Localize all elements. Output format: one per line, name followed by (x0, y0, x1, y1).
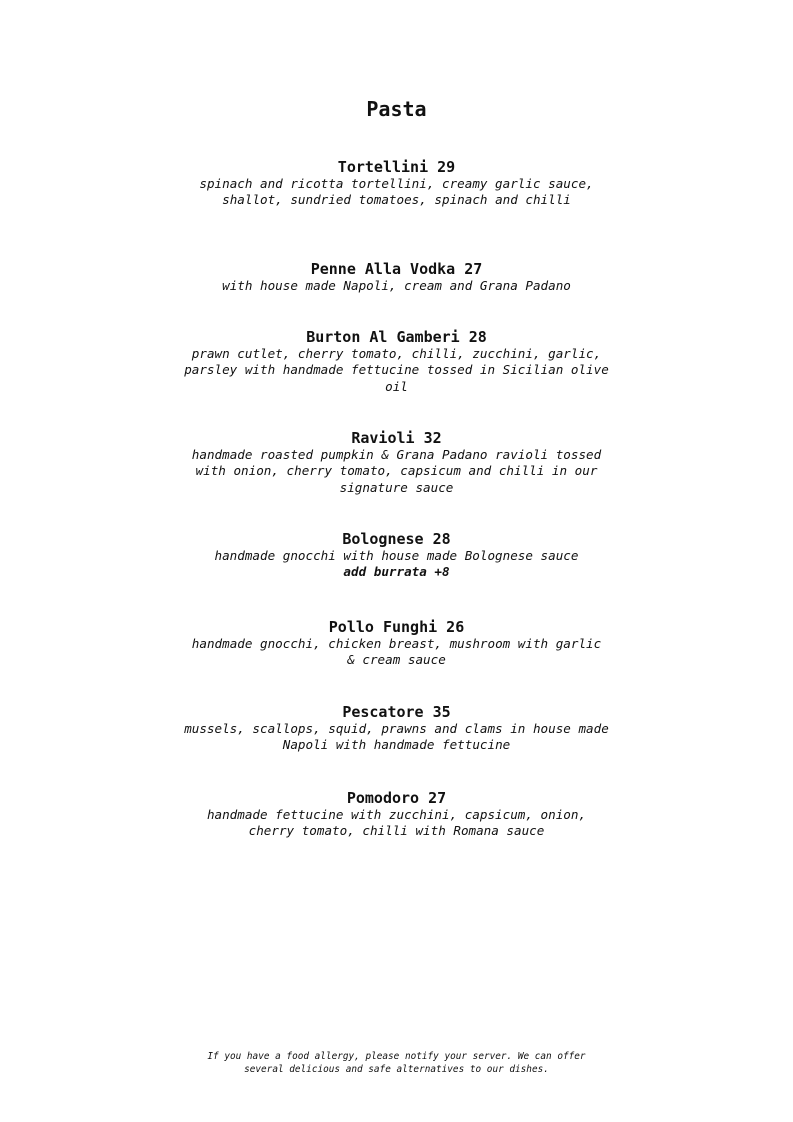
menu-item-title: Pollo Funghi 26 (328, 618, 465, 636)
menu-item-title: Pomodoro 27 (346, 789, 447, 807)
menu-item-pollo-funghi (0, 618, 793, 669)
page-title: Pasta (366, 97, 427, 121)
menu-item-title: Ravioli 32 (351, 429, 442, 447)
menu-item-description: handmade gnocchi, chicken breast, mushroom with garlic & cream sauce (191, 636, 602, 668)
menu-item-description: mussels, scallops, squid, prawns and clams in house made Napoli with handmade fettucine (184, 721, 609, 753)
allergy-notice-line: several delicious and safe alternatives to our dishes. (244, 1064, 549, 1075)
menu-item-description: handmade gnocchi with house made Bolognese sauce (214, 548, 579, 563)
menu-item-description: handmade roasted pumpkin & Grana Padano ravioli tossed with onion, cherry tomato, capsicum and chilli in our signature sauce (191, 447, 602, 495)
menu-item-title: Pescatore 35 (342, 703, 451, 721)
allergy-notice-line: If you have a food allergy, please notify your server. We can offer (207, 1051, 586, 1062)
menu-item-burton-al-gamberi (0, 328, 793, 395)
menu-item-description: handmade fettucine with zucchini, capsicum, onion, cherry tomato, chilli with Romana sauce (206, 807, 587, 839)
menu-item-description: spinach and ricotta tortellini, creamy garlic sauce, shallot, sundried tomatoes, spinach and chilli (199, 176, 594, 208)
menu-item-ravioli (0, 429, 793, 496)
menu-item-pescatore (0, 703, 793, 754)
menu-item-penne-alla-vodka (0, 260, 793, 294)
menu-item-title: Burton Al Gamberi 28 (306, 328, 487, 346)
menu-item-description: with house made Napoli, cream and Grana Padano (222, 278, 571, 293)
menu-item-description: prawn cutlet, cherry tomato, chilli, zucchini, garlic, parsley with handmade fettucine tossed in Sicilian olive oil (184, 346, 609, 394)
menu-item-title: Penne Alla Vodka 27 (310, 260, 483, 278)
menu-item-bolognese (0, 530, 793, 581)
menu-item-title: Tortellini 29 (337, 158, 456, 176)
menu-item-tortellini (0, 158, 793, 209)
menu-item-pomodoro (0, 789, 793, 840)
menu-item-title: Bolognese 28 (342, 530, 451, 548)
menu-item-addon: add burrata +8 (343, 564, 450, 580)
allergy-notice (0, 1050, 793, 1076)
